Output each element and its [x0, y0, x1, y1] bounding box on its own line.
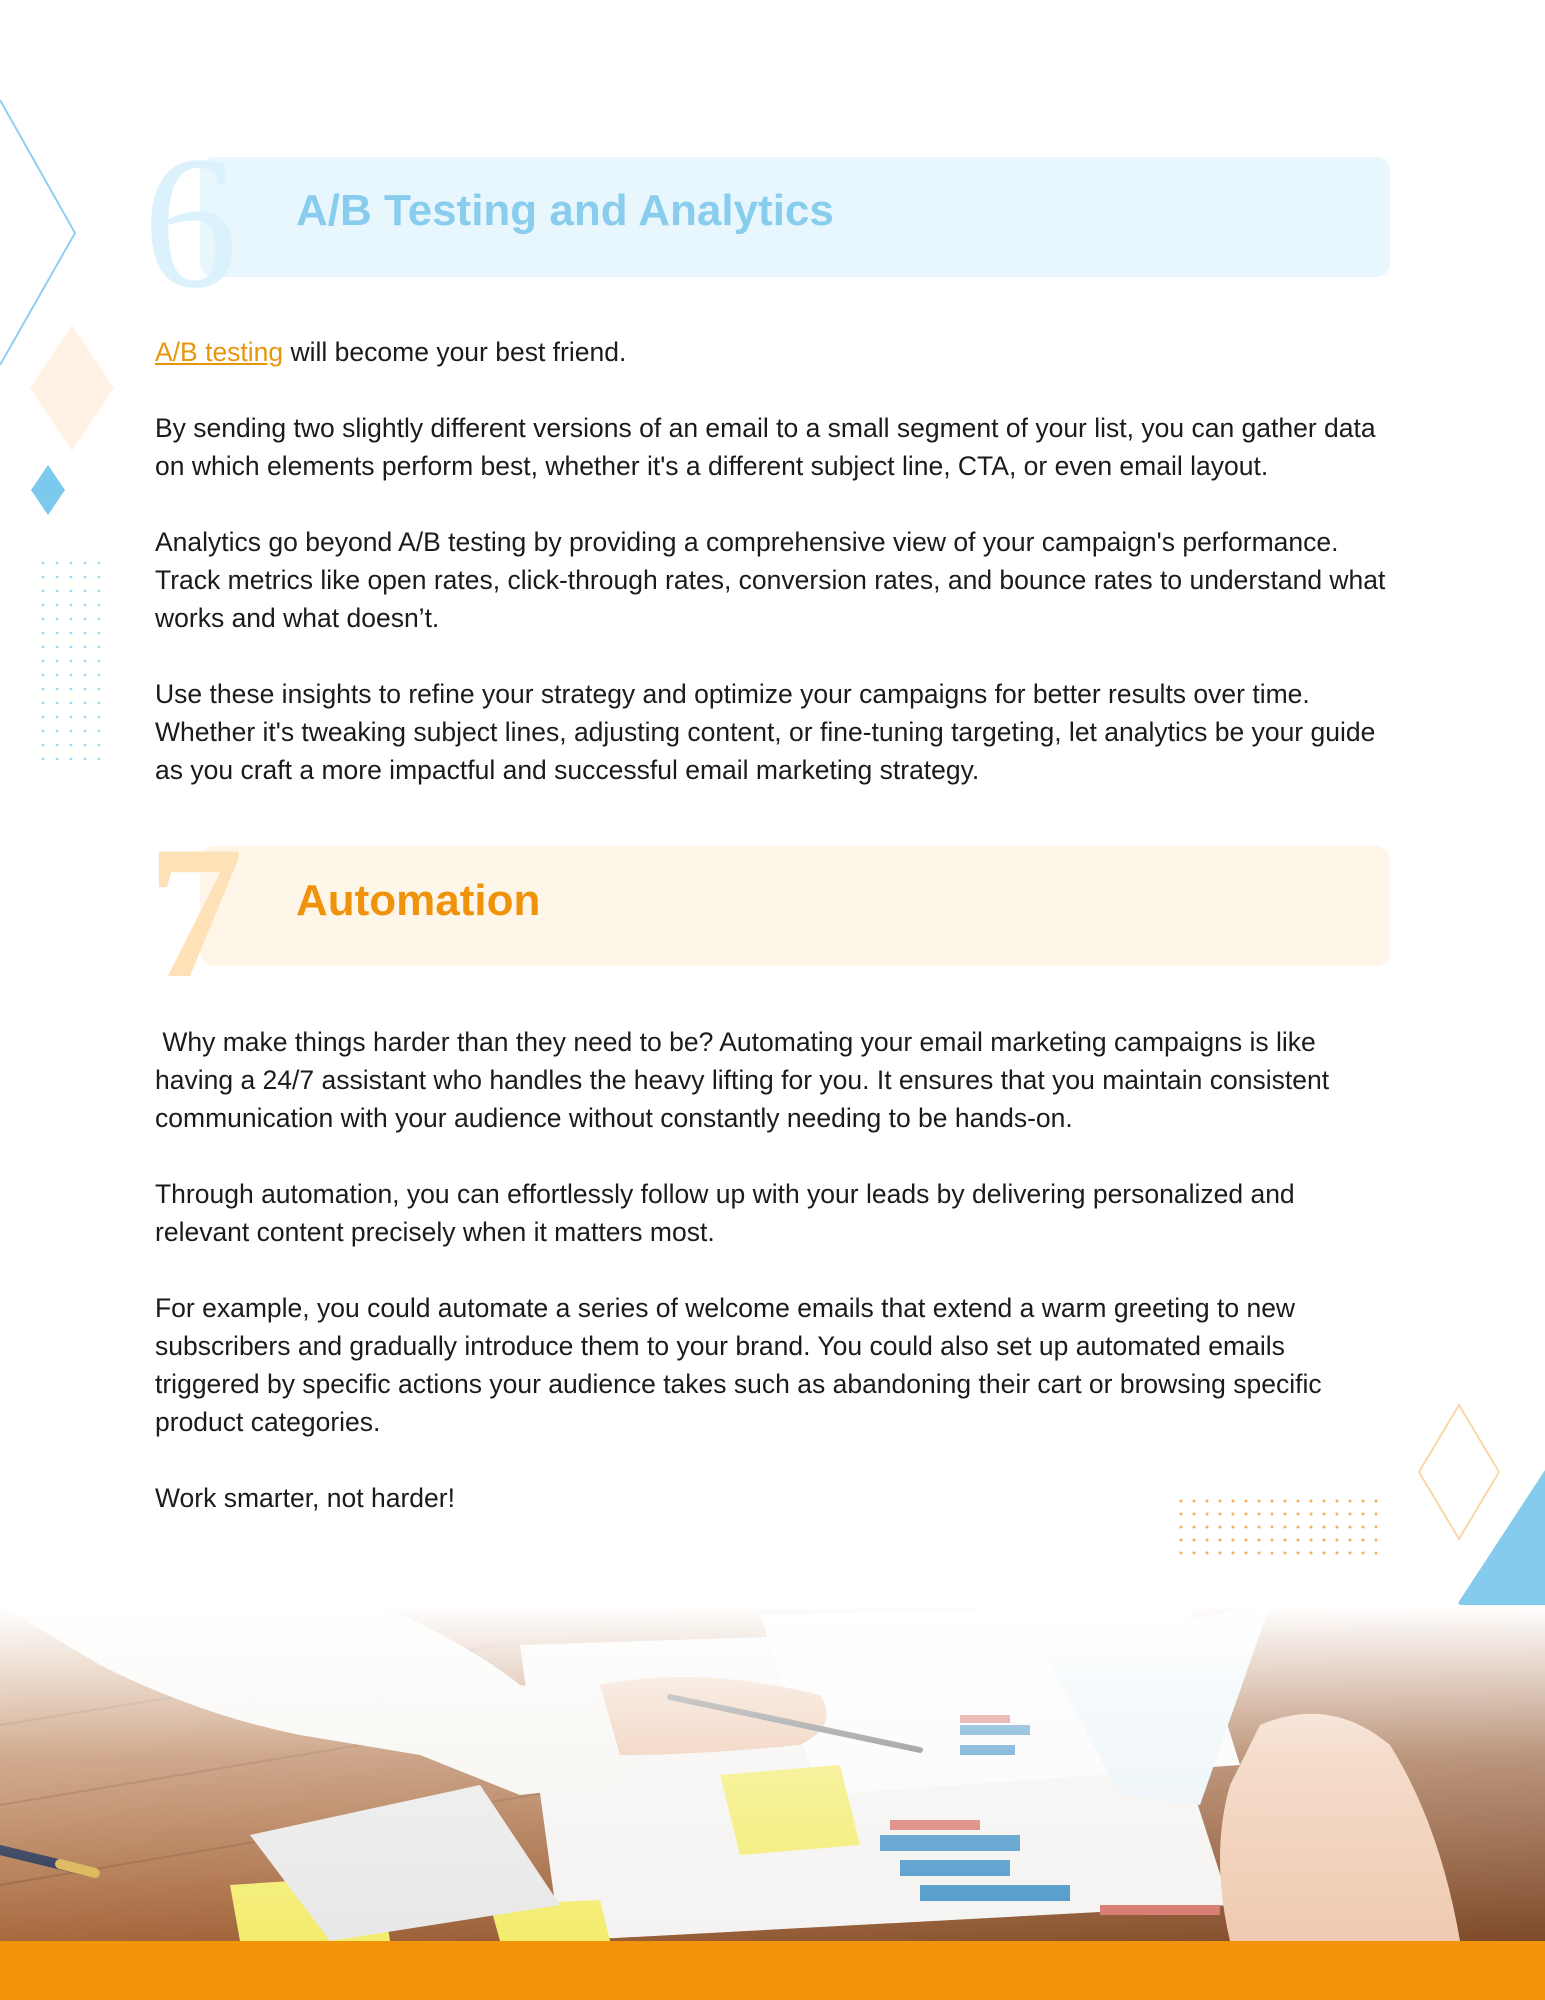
- section-6-body: [155, 333, 1395, 827]
- section-7-number: 7: [148, 808, 243, 1018]
- desk-photo: [0, 1605, 1545, 1941]
- left-diamond-peach-decoration: [30, 325, 114, 451]
- section-7-body: [155, 1023, 1395, 1555]
- left-diamond-blue-decoration: [31, 465, 65, 515]
- section-7-paragraph: Through automation, you can effortlessly follow up with your leads by delivering personalized and relevant content precisely when it matters most.: [155, 1179, 1295, 1247]
- left-dot-grid-decoration: [40, 560, 100, 765]
- section-6-intro: [155, 333, 1395, 371]
- section-7-paragraph: Why make things harder than they need to be? Automating your email marketing campaigns is like having a 24/7 assistant who handles the heavy lifting for you. It ensures that you maintain consistent communication with your audience without constantly needing to be hands-on.: [155, 1027, 1337, 1133]
- section-6-title: A/B Testing and Analytics: [296, 186, 834, 235]
- section-7-paragraph: Work smarter, not harder!: [155, 1483, 455, 1513]
- section-6-number: 6: [143, 118, 238, 328]
- footer-bar: [0, 1941, 1545, 2000]
- desk-photo-illustration: [0, 1605, 1545, 1941]
- section-6-paragraph: Analytics go beyond A/B testing by providing a comprehensive view of your campaign's performance. Track metrics like open rates, click-through rates, conversion rates, and bounce rates to understand what works and what doesn’t.: [155, 527, 1386, 633]
- section-6-paragraph: By sending two slightly different versions of an email to a small segment of your list, you can gather data on which elements perform best, whether it's a different subject line, CTA, or even email layout.: [155, 413, 1376, 481]
- section-6-intro-text: will become your best friend.: [283, 337, 627, 367]
- section-6-paragraph: Use these insights to refine your strategy and optimize your campaigns for better results over time. Whether it's tweaking subject lines, adjusting content, or fine-tuning targeting, let analytics be your guide as you craft a more impactful and successful email marketing strategy.: [155, 679, 1376, 785]
- section-7-paragraph: For example, you could automate a series of welcome emails that extend a warm greeting to new subscribers and gradually introduce them to your brand. You could also set up automated emails triggered by specific actions your audience takes such as abandoning their cart or browsing specific product categories.: [155, 1293, 1322, 1437]
- section-7-title: Automation: [296, 876, 541, 925]
- ab-testing-link[interactable]: A/B testing: [155, 337, 284, 367]
